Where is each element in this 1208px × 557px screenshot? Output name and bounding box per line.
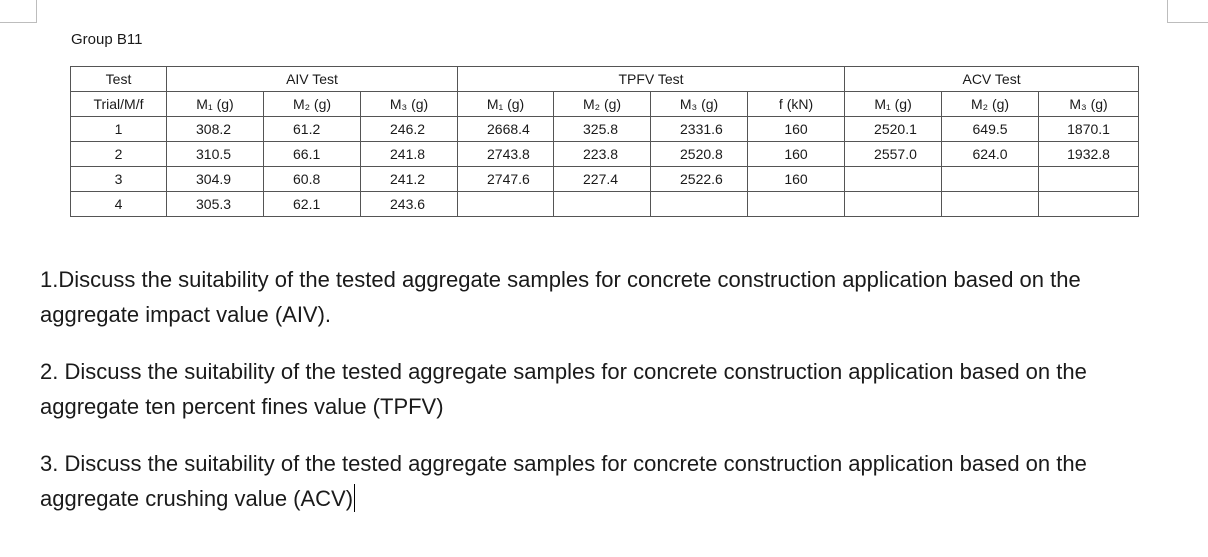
column-header: Trial/M/f: [71, 92, 167, 117]
table-cell: 2557.0: [845, 142, 942, 167]
column-header: f (kN): [748, 92, 845, 117]
column-header: M₂ (g): [264, 92, 361, 117]
page-corner-mark-right: [1167, 0, 1208, 23]
table-cell: [1039, 192, 1139, 217]
table-cell: 2743.8: [458, 142, 554, 167]
group-heading: Group B11: [71, 31, 143, 48]
table-row: [71, 142, 1139, 167]
column-header: M₁ (g): [458, 92, 554, 117]
table-cell: 4: [71, 192, 167, 217]
table-cell: 2520.1: [845, 117, 942, 142]
table-cell: 1932.8: [1039, 142, 1139, 167]
text-cursor: [354, 484, 355, 512]
table-cell: 160: [748, 117, 845, 142]
column-header: M₃ (g): [361, 92, 458, 117]
table-cell: 325.8: [554, 117, 651, 142]
question-list: [40, 262, 1180, 538]
table-cell: 241.8: [361, 142, 458, 167]
table-cell: [942, 167, 1039, 192]
table-cell: 246.2: [361, 117, 458, 142]
group-header-row: [71, 67, 1139, 92]
table-cell: 243.6: [361, 192, 458, 217]
question-1-text: 1.Discuss the suitability of the tested aggregate samples for concrete construction application based on the aggregate impact value (AIV).: [40, 267, 1081, 327]
table-cell: 2331.6: [651, 117, 748, 142]
question-3-text: 3. Discuss the suitability of the tested aggregate samples for concrete construction application based on the aggregate crushing value (ACV): [40, 451, 1087, 511]
table-cell: [845, 192, 942, 217]
table-cell: [845, 167, 942, 192]
question-1: [40, 262, 1180, 332]
table-cell: 3: [71, 167, 167, 192]
table-cell: 308.2: [167, 117, 264, 142]
column-header: M₃ (g): [1039, 92, 1139, 117]
table-cell: 223.8: [554, 142, 651, 167]
table-cell: [942, 192, 1039, 217]
question-3[interactable]: [40, 446, 1180, 516]
table-cell: [651, 192, 748, 217]
column-header-row: [71, 92, 1139, 117]
column-header: M₂ (g): [554, 92, 651, 117]
table-row: [71, 167, 1139, 192]
table-cell: [554, 192, 651, 217]
column-header: M₂ (g): [942, 92, 1039, 117]
table-cell: 61.2: [264, 117, 361, 142]
question-2-text: 2. Discuss the suitability of the tested aggregate samples for concrete construction application based on the aggregate ten percent fines value (TPFV): [40, 359, 1087, 419]
table-cell: 160: [748, 142, 845, 167]
table-cell: 241.2: [361, 167, 458, 192]
column-header: M₃ (g): [651, 92, 748, 117]
table-cell: [458, 192, 554, 217]
table-cell: 60.8: [264, 167, 361, 192]
table-cell: 2747.6: [458, 167, 554, 192]
column-header: M₁ (g): [167, 92, 264, 117]
table-cell: 649.5: [942, 117, 1039, 142]
column-header: M₁ (g): [845, 92, 942, 117]
group-header-aiv: AIV Test: [167, 67, 458, 92]
table-cell: 2520.8: [651, 142, 748, 167]
table-cell: 304.9: [167, 167, 264, 192]
question-2: [40, 354, 1180, 424]
table-cell: 624.0: [942, 142, 1039, 167]
table-cell: 1: [71, 117, 167, 142]
table-cell: 1870.1: [1039, 117, 1139, 142]
table-cell: 2: [71, 142, 167, 167]
group-header-tpfv: TPFV Test: [458, 67, 845, 92]
table-cell: 66.1: [264, 142, 361, 167]
table-cell: 62.1: [264, 192, 361, 217]
table-cell: [748, 192, 845, 217]
page-corner-mark-left: [0, 0, 37, 23]
table-row: [71, 117, 1139, 142]
table-cell: 310.5: [167, 142, 264, 167]
table-row: [71, 192, 1139, 217]
group-header-test: Test: [71, 67, 167, 92]
table-cell: [1039, 167, 1139, 192]
table-cell: 2668.4: [458, 117, 554, 142]
table-cell: 2522.6: [651, 167, 748, 192]
table-cell: 227.4: [554, 167, 651, 192]
table-cell: 160: [748, 167, 845, 192]
test-results-table: [70, 66, 1139, 217]
table-cell: 305.3: [167, 192, 264, 217]
group-header-acv: ACV Test: [845, 67, 1139, 92]
